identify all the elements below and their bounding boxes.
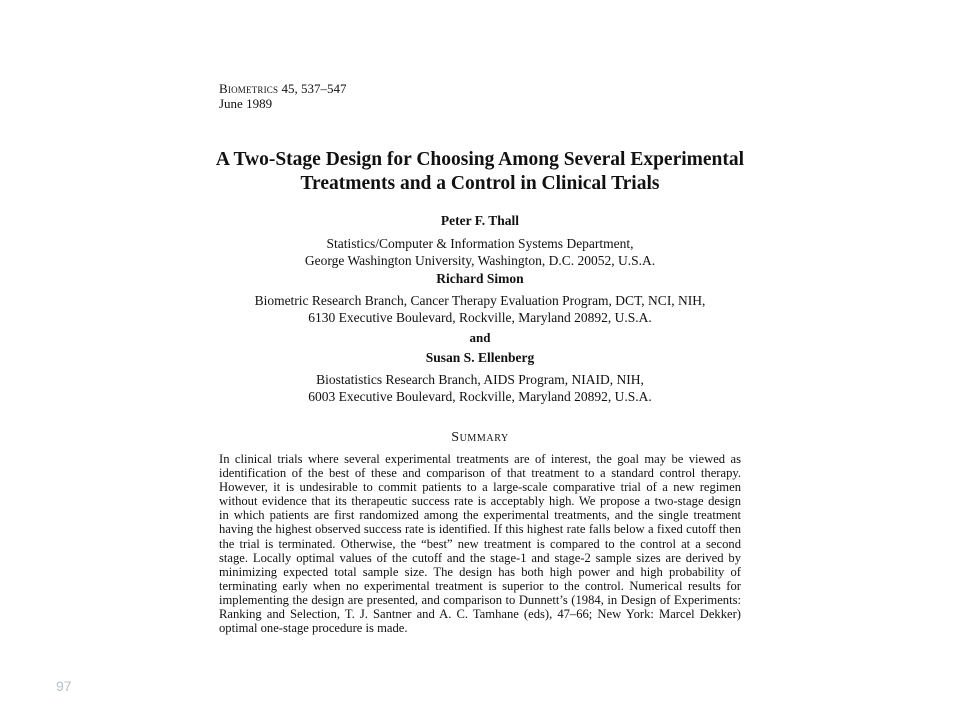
author-block-2 xyxy=(180,270,780,326)
summary-line: having the highest observed success rate is identified. If this highest rate falls below a fixed cutoff then xyxy=(219,522,741,537)
author-conjunction: and xyxy=(469,330,491,345)
summary-line: terminating early when no experimental treatment is superior to the control. Numerical results for xyxy=(219,578,741,593)
summary-line: implementing the design are presented, and comparison to Dunnett’s (1984, in Design of Experiments: xyxy=(219,592,741,607)
affiliation-line: 6130 Executive Boulevard, Rockville, Maryland 20892, U.S.A. xyxy=(308,310,652,325)
author-affiliation xyxy=(180,235,780,269)
summary-heading: Summary xyxy=(451,430,509,445)
author-name: Peter F. Thall xyxy=(440,213,520,228)
summary-line: stage. Locally optimal values of the cutoff and the stage-1 and stage-2 sample sizes are derived by xyxy=(219,550,741,565)
summary-line: in which patients are first randomized among the experimental treatments, and the single treatment xyxy=(219,508,741,523)
summary-line: the trial is terminated. Otherwise, the “best” new treatment is compared to the control at a second xyxy=(219,536,741,551)
affiliation-line: Statistics/Computer & Information Systems Department, xyxy=(326,236,634,251)
paper-title xyxy=(200,148,760,196)
journal-date: June 1989 xyxy=(219,96,273,111)
title-line-1: A Two-Stage Design for Choosing Among Several Experimental xyxy=(215,149,745,170)
summary-line: In clinical trials where several experimental treatments are of interest, the goal may be viewed as xyxy=(219,452,741,466)
summary-body xyxy=(219,452,741,635)
summary-line: Ranking and Selection, T. J. Santner and A. C. Tamhane (eds), 47–66; New York: Marcel Dekker) xyxy=(219,607,741,622)
journal-header xyxy=(219,81,346,111)
affiliation-line: Biometric Research Branch, Cancer Therapy Evaluation Program, DCT, NCI, NIH, xyxy=(254,293,706,308)
author-name: Susan S. Ellenberg xyxy=(425,350,535,365)
journal-volume-pages: 45, 537–547 xyxy=(281,81,347,96)
author-block-1 xyxy=(180,212,780,269)
title-line-2: Treatments and a Control in Clinical Trials xyxy=(300,173,660,194)
author-affiliation xyxy=(180,292,780,326)
summary-line: optimal one-stage procedure is made. xyxy=(219,621,408,636)
author-block-3 xyxy=(180,349,780,405)
summary-line: without evidence that its therapeutic success rate is acceptably high. We propose a two-stage design xyxy=(219,494,741,509)
journal-name: Biometrics xyxy=(219,81,279,96)
summary-line: minimizing expected total sample size. The design has both high power and high probability of xyxy=(219,564,741,579)
summary-line: However, it is undesirable to commit patients to a large-scale comparative trial of a new regimen xyxy=(219,480,741,495)
author-affiliation xyxy=(180,371,780,405)
author-name: Richard Simon xyxy=(436,271,524,286)
affiliation-line: Biostatistics Research Branch, AIDS Program, NIAID, NIH, xyxy=(316,372,644,387)
affiliation-line: George Washington University, Washington, D.C. 20052, U.S.A. xyxy=(304,253,656,268)
affiliation-line: 6003 Executive Boulevard, Rockville, Maryland 20892, U.S.A. xyxy=(308,389,652,404)
summary-line: identification of the best of these and comparison of that treatment to a standard control therapy. xyxy=(219,466,741,481)
slide-page-number: 97 xyxy=(56,678,72,694)
